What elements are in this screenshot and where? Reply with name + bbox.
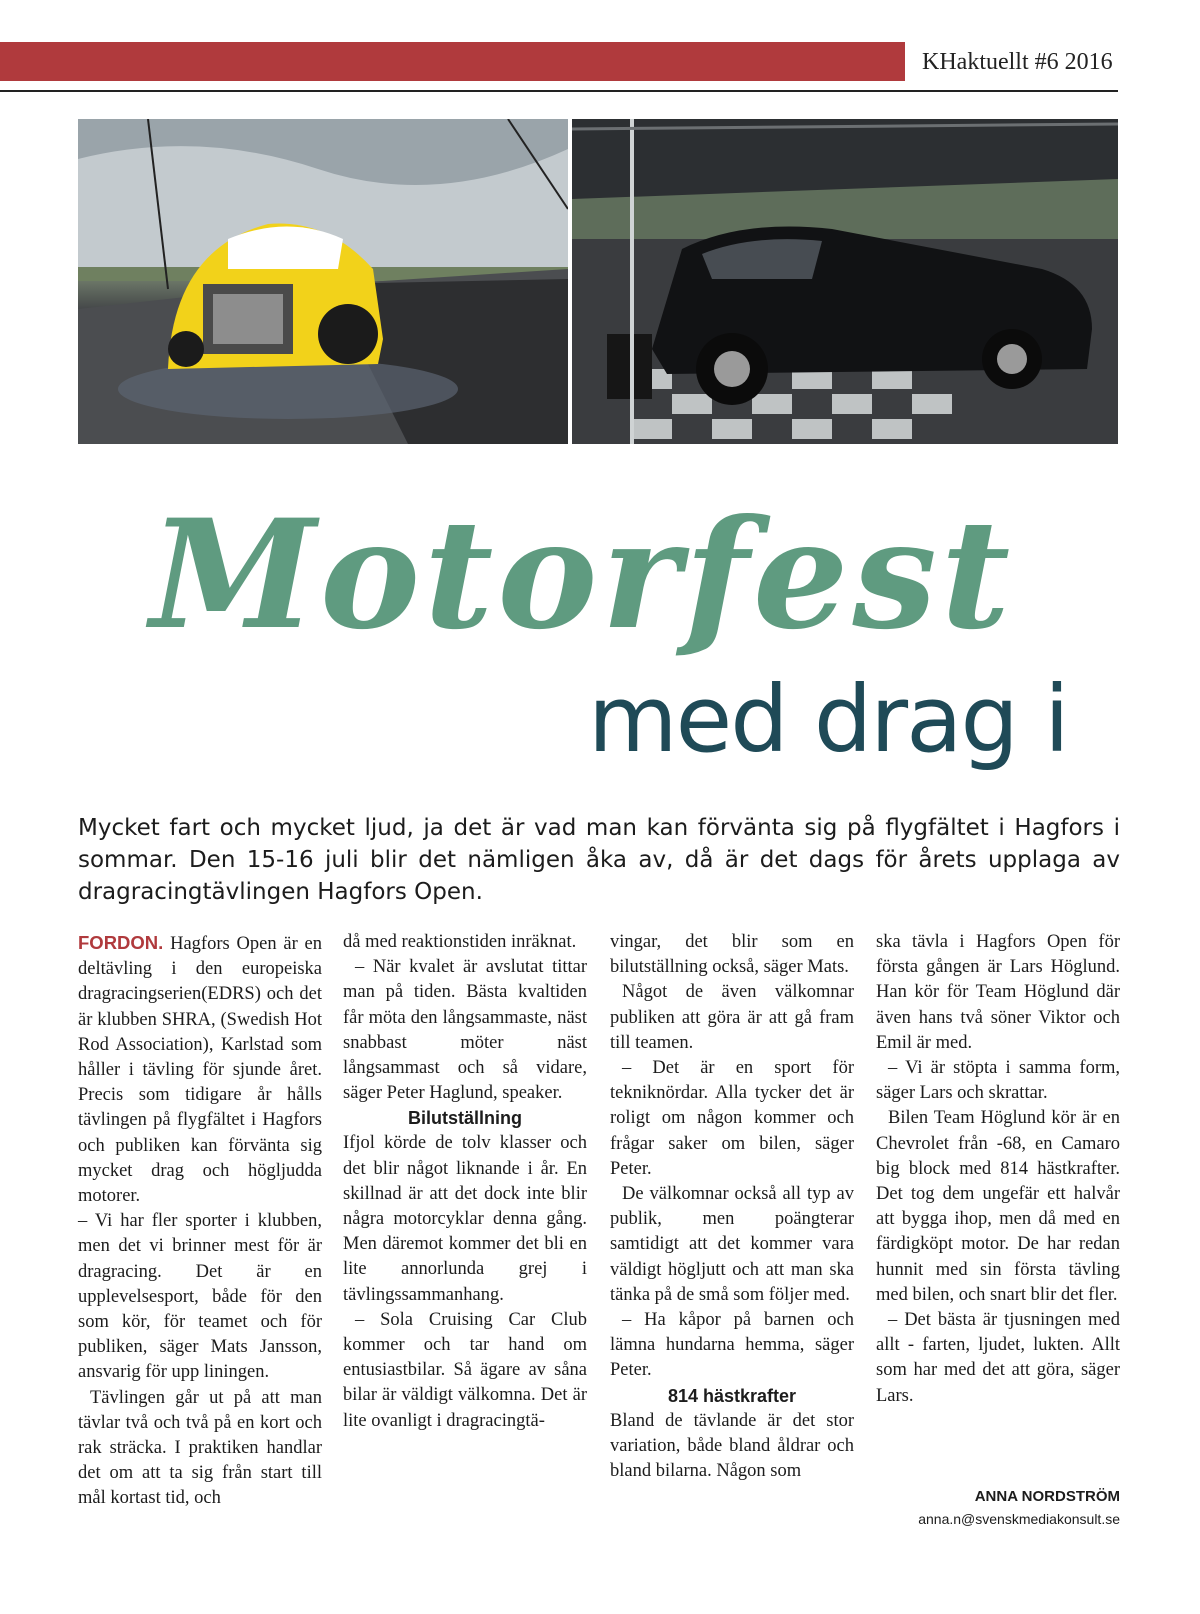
photo-right-illustration bbox=[572, 119, 1118, 444]
article-paragraph: – Det är en sport för tekniknördar. Alla tycker det är roligt om någon kommer och frågar saker om bilen, säger Peter. bbox=[610, 1058, 854, 1179]
article-paragraph: – Det bästa är tjusningen med allt - farten, ljudet, lukten. Allt som har med det att göra, säger Lars. bbox=[876, 1310, 1120, 1406]
article-column-1 bbox=[78, 930, 322, 1530]
headline-subtitle: med drag i bbox=[588, 666, 1068, 773]
article-paragraph: – Vi är stöpta i samma form, säger Lars och skrattar. bbox=[876, 1058, 1120, 1104]
article-paragraph: ska tävla i Hagfors Open för första gången är Lars Höglund. Han kör för Team Höglund där även hans två söner Viktor och Emil är med. bbox=[876, 932, 1120, 1053]
article-paragraph: Bland de tävlande är det stor variation, både bland åldrar och bland bilarna. Någon som bbox=[610, 1410, 854, 1482]
photo-left-illustration bbox=[78, 119, 568, 444]
paragraph-text: Hagfors Open är en deltävling i den europeiska dragracingserien(EDRS) och det är klubben SHRA, (Swedish Hot Rod Association), Karlstad som håller i tävling för sjunde året. Precis som tidigare år hålls tävlingen på flygfältet i Hagfors och publiken kan förvänta sig mycket drag och högljudda motorer. bbox=[78, 934, 322, 1207]
publication-issue: KHaktuellt #6 2016 bbox=[922, 49, 1113, 75]
section-kicker: FORDON. bbox=[78, 932, 164, 953]
article-paragraph: De välkomnar också all typ av publik, men poängterar samtidigt att det kommer vara väldigt högljutt och att man ska tänka på de små som följer med. bbox=[610, 1184, 854, 1305]
photo-chevrolet-tent bbox=[572, 119, 1118, 444]
article-paragraph: – Vi har fler sporter i klubben, men det vi brinner mest för är dragracing. Det är en upplevelsesport, både för den som kör, för teamet och för publiken, säger Mats Jansson, ansvarig för upp liningen. bbox=[78, 1211, 322, 1383]
article-paragraph: – Sola Cruising Car Club kommer och tar hand om entusiastbilar. Så ägare av såna bilar är väldigt välkomna. Det är lite ovanligt i dragracingtä- bbox=[343, 1309, 587, 1431]
article-paragraph bbox=[78, 930, 322, 1209]
header-rule bbox=[0, 90, 1118, 92]
author-email: anna.n@svenskmediakonsult.se bbox=[918, 1511, 1120, 1527]
article-column-3 bbox=[610, 930, 854, 1530]
article-paragraph: vingar, det blir som en bilutställning också, säger Mats. bbox=[610, 932, 854, 978]
header-accent-bar bbox=[0, 42, 905, 81]
article-paragraph: Tävlingen går ut på att man tävlar två och två på en kort och rak sträcka. I praktiken handlar det om att ta sig från start till mål kortast tid, och bbox=[78, 1387, 322, 1509]
article-paragraph: Bilen Team Höglund kör är en Chevrolet från -68, en Camaro big block med 814 hästkrafter. Det tog dem ungefär ett halvår att bygga ihop, men då med en färdigköpt motor. De har redan hunnit med sin första tävling med bilen, och snart blir det fler. bbox=[876, 1108, 1120, 1305]
article-paragraph: Något de även välkomnar publiken att göra är att gå fram till teamen. bbox=[610, 982, 854, 1053]
photo-dragster-beetle bbox=[78, 119, 568, 444]
lead-paragraph: Mycket fart och mycket ljud, ja det är vad man kan förvänta sig på flygfältet i Hagfors i sommar. Den 15-16 juli blir det nämligen åka av, då är det dags för årets upplaga av dragracingtävlingen Hagfors Open. bbox=[78, 815, 1120, 905]
article-paragraph: då med reaktionstiden inräknat. bbox=[343, 932, 577, 952]
subheading-hastkrafter: 814 hästkrafter bbox=[667, 1385, 797, 1406]
byline bbox=[876, 1486, 1120, 1530]
article-column-4 bbox=[876, 930, 1120, 1530]
article-paragraph: – När kvalet är avslutat tittar man på tiden. Bästa kvaltiden får möta den långsammaste, näst snabbast möter näst långsammast och så vidare, säger Peter Haglund, speaker. bbox=[343, 957, 587, 1104]
article-column-2 bbox=[343, 930, 587, 1530]
headline-script: Motorfest bbox=[150, 487, 1015, 663]
subheading-bilutstallning: Bilutställning bbox=[408, 1108, 522, 1129]
author-name: ANNA NORDSTRÖM bbox=[974, 1488, 1120, 1505]
article-paragraph: – Ha kåpor på barnen och lämna hundarna hemma, säger Peter. bbox=[610, 1310, 854, 1381]
article-paragraph: Ifjol körde de tolv klasser och det blir något liknande i år. En skillnad är att det dock inte blir några motorcyklar denna gång. Men däremot kommer det bli en lite annorlunda grej i tävlingssammanhang. bbox=[343, 1133, 587, 1305]
